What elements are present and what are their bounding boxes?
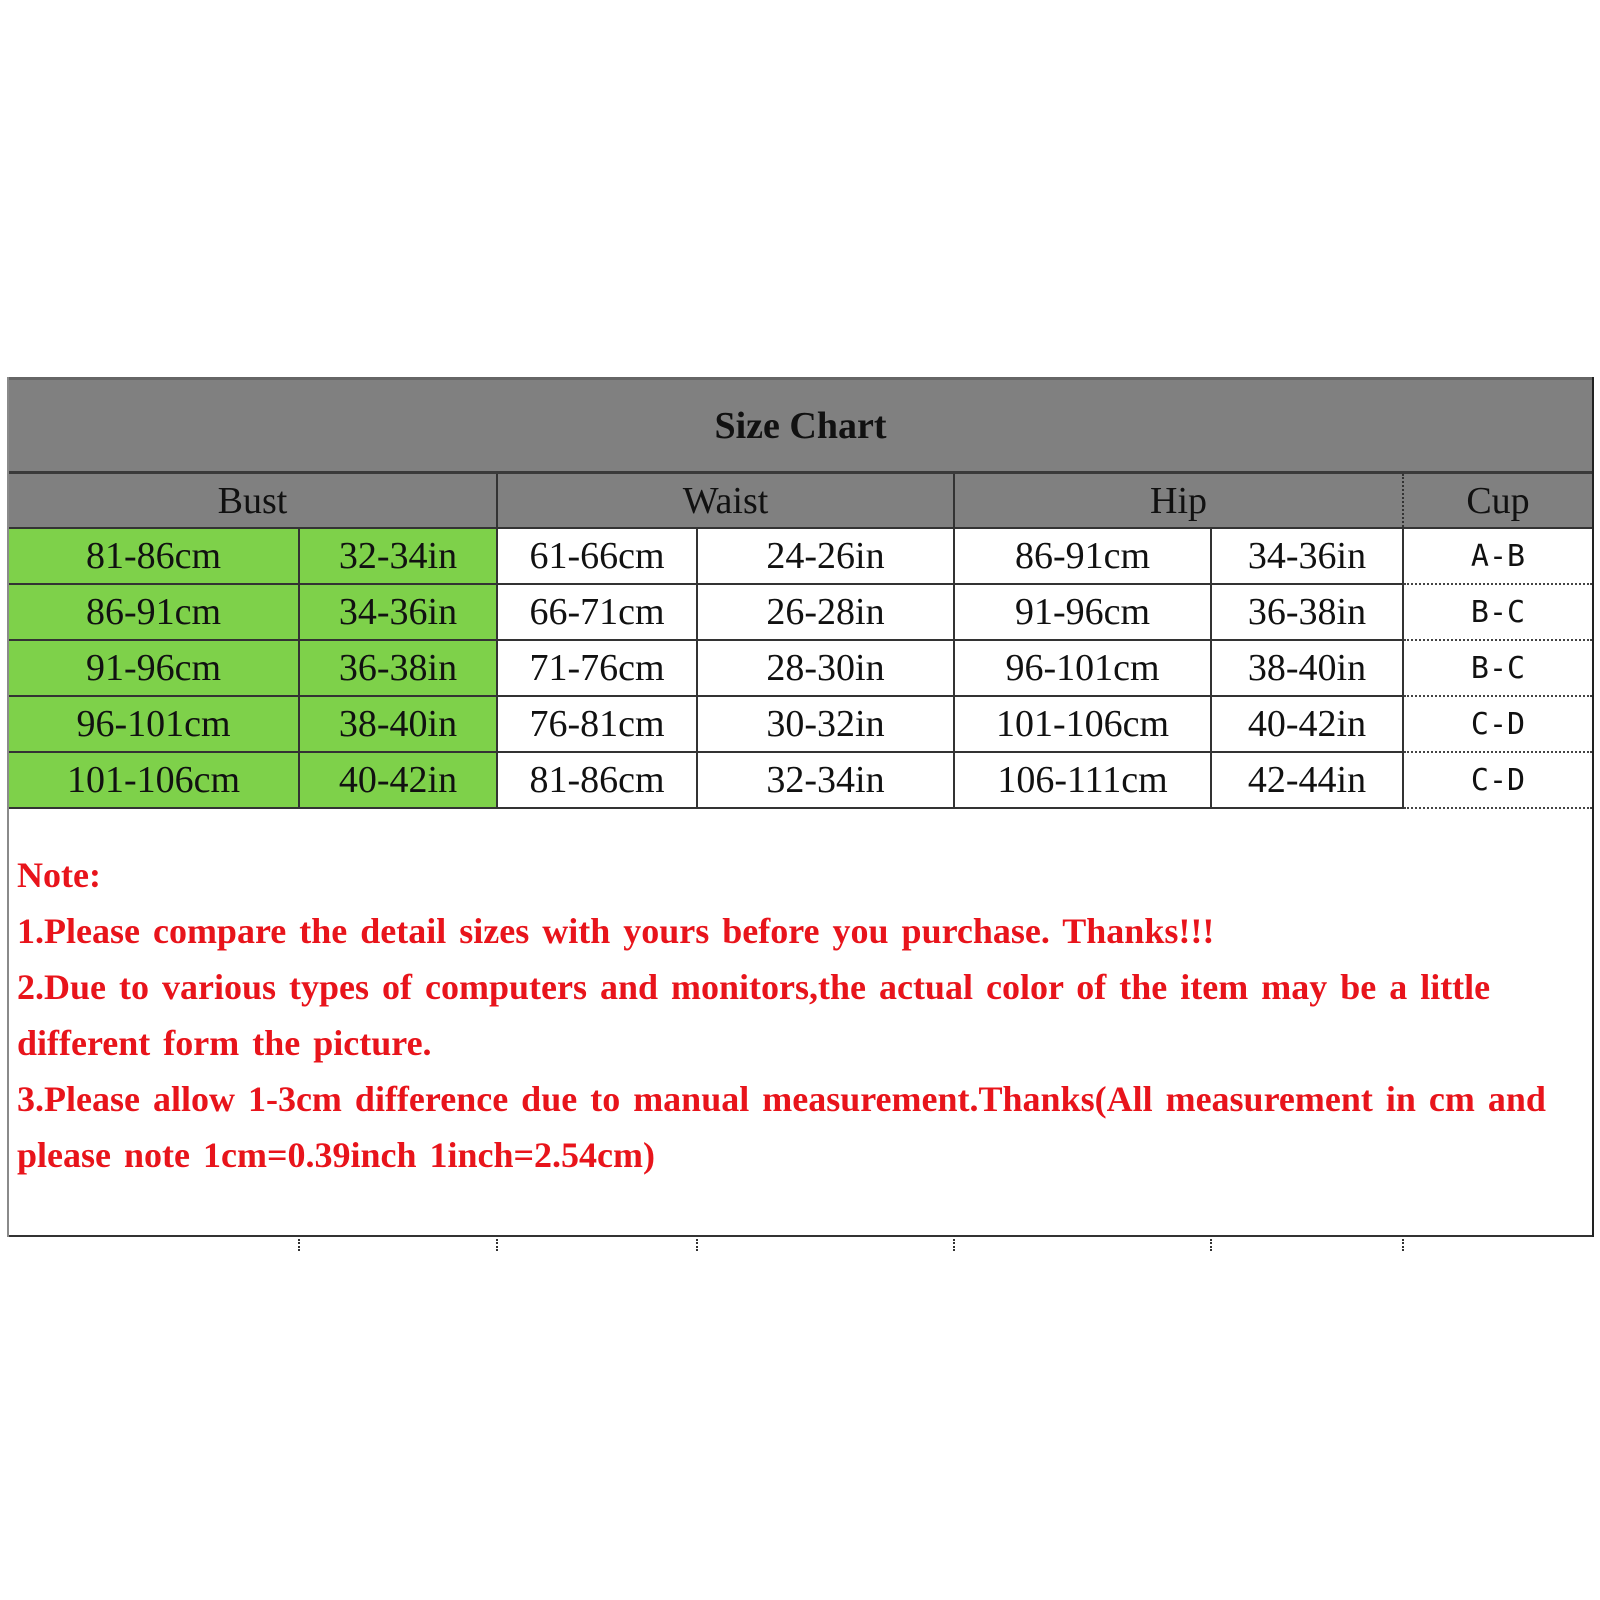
note-line: 1.Please compare the detail sizes with yours before you purchase. Thanks!!! — [17, 911, 1215, 951]
waist-in-cell: 28-30in — [697, 640, 954, 696]
gridline-tick — [1210, 1239, 1212, 1251]
hip-cm-cell: 106-111cm — [954, 752, 1211, 808]
table-row — [9, 584, 1592, 640]
cup-header: Cup — [1403, 474, 1592, 528]
hip-in-cell: 34-36in — [1211, 528, 1403, 584]
waist-in-cell: 30-32in — [697, 696, 954, 752]
table-row — [9, 640, 1592, 696]
bust-in-cell: 32-34in — [299, 528, 497, 584]
bust-in-cell: 34-36in — [299, 584, 497, 640]
waist-cm-cell: 76-81cm — [497, 696, 697, 752]
cup-cell: A-B — [1403, 528, 1592, 584]
bust-cm-cell: 101-106cm — [9, 752, 299, 808]
gridline-tick — [696, 1239, 698, 1251]
cup-cell: B-C — [1403, 640, 1592, 696]
bottom-divider — [9, 1235, 1592, 1237]
hip-in-cell: 40-42in — [1211, 696, 1403, 752]
waist-cm-cell: 81-86cm — [497, 752, 697, 808]
hip-in-cell: 38-40in — [1211, 640, 1403, 696]
chart-title: Size Chart — [9, 377, 1592, 474]
bust-header: Bust — [9, 474, 497, 528]
hip-in-cell: 42-44in — [1211, 752, 1403, 808]
bust-cm-cell: 96-101cm — [9, 696, 299, 752]
bust-in-cell: 38-40in — [299, 696, 497, 752]
table-row — [9, 752, 1592, 808]
hip-cm-cell: 96-101cm — [954, 640, 1211, 696]
table-row — [9, 696, 1592, 752]
waist-in-cell: 24-26in — [697, 528, 954, 584]
waist-in-cell: 32-34in — [697, 752, 954, 808]
hip-cm-cell: 86-91cm — [954, 528, 1211, 584]
cup-cell: C-D — [1403, 696, 1592, 752]
size-chart-sheet — [7, 377, 1594, 1237]
header-row — [9, 474, 1592, 528]
waist-header: Waist — [497, 474, 954, 528]
waist-in-cell: 26-28in — [697, 584, 954, 640]
note-line: 3.Please allow 1-3cm difference due to manual measurement.Thanks(All measurement in cm and please note 1cm=0.39inch 1inch=2.54cm) — [17, 1079, 1546, 1175]
note-heading: Note: — [17, 855, 101, 895]
bust-cm-cell: 86-91cm — [9, 584, 299, 640]
bust-in-cell: 36-38in — [299, 640, 497, 696]
waist-cm-cell: 71-76cm — [497, 640, 697, 696]
gridline-tick — [1402, 1239, 1404, 1251]
gridline-tick — [298, 1239, 300, 1251]
table-row — [9, 528, 1592, 584]
bust-in-cell: 40-42in — [299, 752, 497, 808]
hip-in-cell: 36-38in — [1211, 584, 1403, 640]
bust-cm-cell: 91-96cm — [9, 640, 299, 696]
notes-section — [17, 847, 1587, 1183]
bust-cm-cell: 81-86cm — [9, 528, 299, 584]
gridline-tick — [953, 1239, 955, 1251]
waist-cm-cell: 66-71cm — [497, 584, 697, 640]
note-line: 2.Due to various types of computers and monitors,the actual color of the item may be a little different form the picture. — [17, 967, 1491, 1063]
cup-cell: B-C — [1403, 584, 1592, 640]
gridline-tick — [496, 1239, 498, 1251]
cup-cell: C-D — [1403, 752, 1592, 808]
size-table — [9, 474, 1592, 809]
hip-cm-cell: 91-96cm — [954, 584, 1211, 640]
hip-cm-cell: 101-106cm — [954, 696, 1211, 752]
hip-header: Hip — [954, 474, 1403, 528]
waist-cm-cell: 61-66cm — [497, 528, 697, 584]
